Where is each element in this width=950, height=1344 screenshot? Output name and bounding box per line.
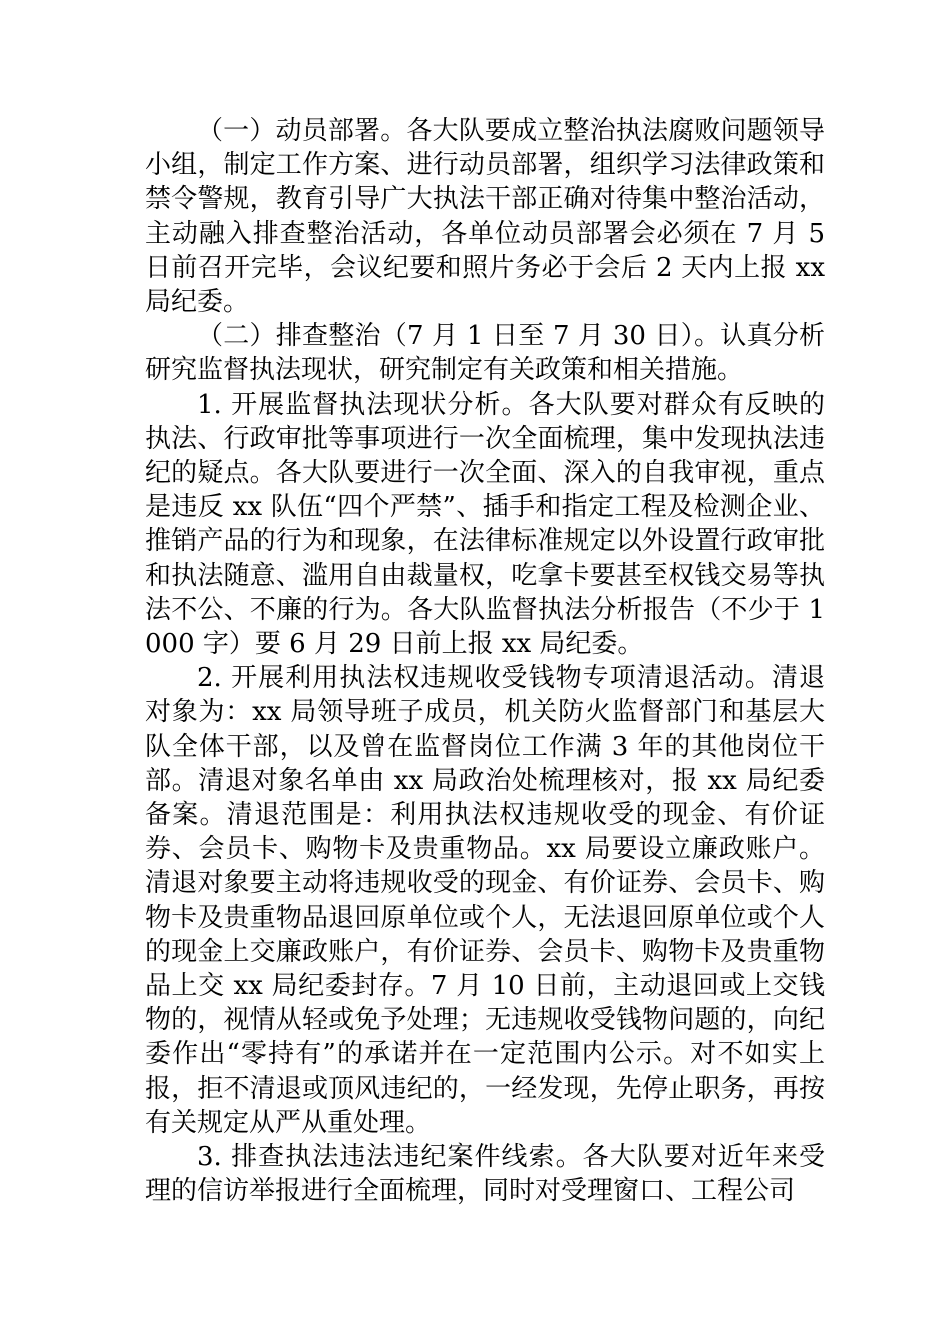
paragraph-item-3: 3. 排查执法违法违纪案件线索。各大队要对近年来受理的信访举报进行全面梳理，同时对受理窗口、工程公司 bbox=[145, 1142, 825, 1207]
paragraph-investigation: （二）排查整治（7 月 1 日至 7 月 30 日）。认真分析研究监督执法现状，研究制定有关政策和相关措施。 bbox=[145, 321, 825, 386]
document-body bbox=[145, 114, 825, 1209]
paragraph-item-1: 1. 开展监督执法现状分析。各大队要对群众有反映的执法、行政审批等事项进行一次全面梳理，集中发现执法违纪的疑点。各大队要进行一次全面、深入的自我审视，重点是违反 xx 队伍“四个严禁”、插手和指定工程及检测企业、推销产品的行为和现象，在法律标准规定以外设置行政审批和执法随意、滥用自由裁量权，吃拿卡要甚至权钱交易等执法不公、不廉的行为。各大队监督执法分析报告（不少于 1000 字）要 6 月 29 日前上报 xx 局纪委。 bbox=[145, 389, 825, 660]
paragraph-mobilization: （一）动员部署。各大队要成立整治执法腐败问题领导小组，制定工作方案、进行动员部署，组织学习法律政策和禁令警规，教育引导广大执法干部正确对待集中整治活动，主动融入排查整治活动，各单位动员部署会必须在 7 月 5 日前召开完毕，会议纪要和照片务必于会后 2 天内上报 xx 局纪委。 bbox=[145, 116, 825, 318]
paragraph-item-2: 2. 开展利用执法权违规收受钱物专项清退活动。清退对象为：xx 局领导班子成员，机关防火监督部门和基层大队全体干部，以及曾在监督岗位工作满 3 年的其他岗位干部。清退对象名单由 xx 局政治处梳理核对，报 xx 局纪委备案。清退范围是：利用执法权违规收受的现金、有价证券、会员卡、购物卡及贵重物品。xx 局要设立廉政账户。清退对象要主动将违规收受的现金、有价证券、会员卡、购物卡及贵重物品退回原单位或个人，无法退回原单位或个人的现金上交廉政账户，有价证券、会员卡、购物卡及贵重物品上交 xx 局纪委封存。7 月 10 日前，主动退回或上交钱物的，视情从轻或免予处理；无违规收受钱物问题的，向纪委作出“零持有”的承诺并在一定范围内公示。对不如实上报，拒不清退或顶风违纪的，一经发现，先停止职务，再按有关规定从严从重处理。 bbox=[145, 663, 825, 1138]
